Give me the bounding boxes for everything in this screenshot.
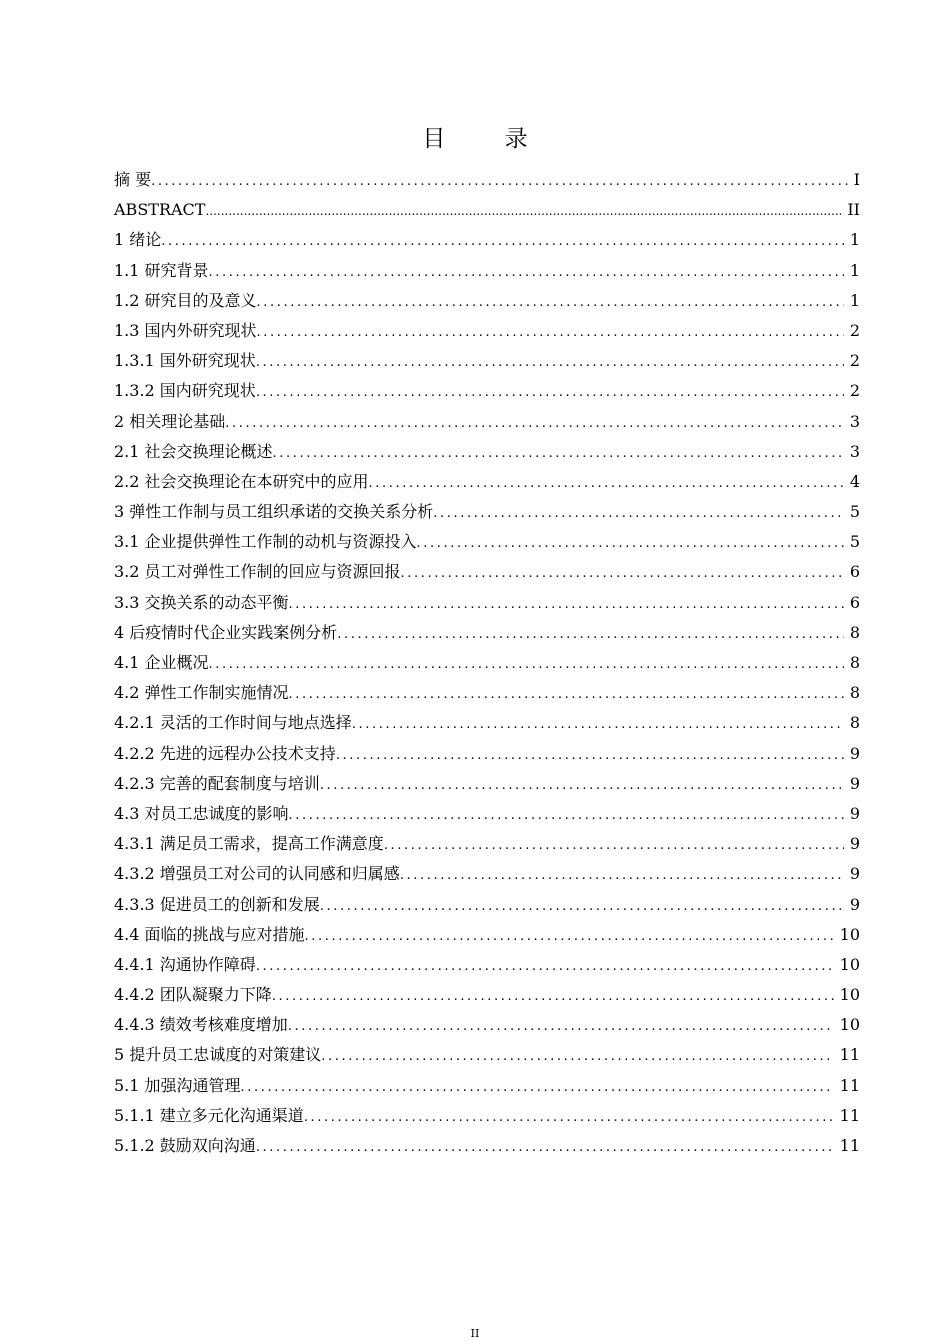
toc-entry-label: 4.3 对员工忠诚度的影响 [114, 803, 289, 823]
toc-entry-page: 9 [849, 864, 860, 884]
toc-leader [256, 1133, 834, 1163]
toc-entry-page: 3 [849, 411, 860, 431]
toc-entry-page: 9 [849, 803, 860, 823]
toc-entry-label: 4.4 面临的挑战与应对措施 [114, 924, 305, 944]
toc-entry-page: 4 [849, 471, 860, 491]
toc-entry[interactable] [114, 437, 860, 467]
toc-entry[interactable] [114, 920, 860, 950]
toc-entry[interactable] [114, 648, 860, 678]
toc-entry-label: 4.3.2 增强员工对公司的认同感和归属感 [114, 864, 400, 884]
toc-entry-page: 1 [849, 260, 860, 280]
toc-entry-page: 9 [849, 894, 860, 914]
toc-leader [400, 861, 844, 891]
toc-entry[interactable] [114, 588, 860, 618]
toc-leader [288, 1012, 834, 1042]
toc-entry[interactable] [114, 890, 860, 920]
toc-leader [289, 590, 844, 620]
toc-entry-label: 5 提升员工忠诚度的对策建议 [114, 1045, 322, 1065]
toc-leader [256, 378, 844, 408]
toc-leader [384, 831, 844, 861]
toc-leader [401, 559, 844, 589]
toc-entry-page: II [847, 200, 860, 220]
toc-entry-label: 4.4.2 团队凝聚力下降 [114, 985, 272, 1005]
toc-leader [337, 620, 844, 650]
toc-entry-page: 2 [849, 320, 860, 340]
toc-leader [225, 409, 844, 439]
page-number: II [470, 1327, 480, 1340]
toc-entry[interactable] [114, 678, 860, 708]
toc-entry-label: 5.1.2 鼓励双向沟通 [114, 1136, 256, 1155]
toc-entry-page: 5 [849, 532, 860, 552]
page-title: 目 录 [422, 126, 554, 152]
toc-entry-label: 1.1 研究背景 [114, 260, 209, 280]
toc-entry-label: 1.3 国内外研究现状 [114, 320, 257, 340]
toc-leader [256, 952, 834, 982]
toc-entry[interactable] [114, 497, 860, 527]
toc-entry[interactable] [114, 407, 860, 437]
toc-entry[interactable] [114, 467, 860, 497]
toc-entry[interactable] [114, 950, 860, 980]
toc-entry[interactable] [114, 527, 860, 557]
toc-entry[interactable] [114, 1010, 860, 1040]
toc-entry[interactable] [114, 799, 860, 829]
toc-entry[interactable] [114, 618, 860, 648]
toc-entry-label: 4 后疫情时代企业实践案例分析 [114, 622, 338, 642]
toc-entry-label: 1 绪论 [114, 230, 162, 250]
toc-entry-page: 9 [849, 773, 860, 793]
toc-entry-label: 1.3.1 国外研究现状 [114, 351, 256, 371]
toc-leader [161, 227, 844, 257]
toc-leader [273, 439, 844, 469]
toc-leader [320, 892, 844, 922]
toc-leader [205, 196, 841, 226]
toc-entry[interactable] [114, 557, 860, 587]
toc-leader [369, 469, 844, 499]
toc-leader [256, 348, 844, 378]
toc-entry-page: I [853, 170, 860, 189]
toc-leader [151, 167, 848, 197]
toc-entry[interactable] [114, 1071, 860, 1101]
toc-entry-label: 4.1 企业概况 [114, 653, 209, 672]
toc-entry-label: 5.1.1 建立多元化沟通渠道 [114, 1105, 304, 1125]
toc-entry-label: 2.2 社会交换理论在本研究中的应用 [114, 471, 369, 491]
toc-entry[interactable] [114, 346, 860, 376]
toc-entry-page: 11 [839, 1075, 860, 1095]
toc-entry-label: 摘 要 [114, 170, 152, 189]
toc-entry-page: 11 [839, 1105, 860, 1125]
toc-entry-page: 3 [849, 441, 860, 461]
toc-entry-label: 3.1 企业提供弹性工作制的动机与资源投入 [114, 532, 417, 552]
toc-entry-page: 2 [849, 351, 860, 371]
toc-leader [241, 1073, 834, 1103]
toc-entry-page: 8 [849, 653, 860, 672]
toc-entry-label: 2 相关理论基础 [114, 411, 226, 431]
toc-leader [433, 499, 844, 529]
toc-entry-page: 1 [849, 290, 860, 310]
toc-entry[interactable] [114, 195, 860, 225]
toc-leader [289, 680, 844, 710]
toc-entry-label: ABSTRACT [114, 200, 206, 220]
toc-entry-label: 4.2.2 先进的远程办公技术支持 [114, 743, 336, 763]
toc-entry-page: 5 [849, 502, 860, 522]
toc-entry-page: 11 [839, 1045, 860, 1065]
toc-entry-page: 1 [849, 230, 860, 250]
toc-leader [289, 801, 844, 831]
toc-entry-page: 6 [849, 592, 860, 612]
toc-leader [257, 288, 844, 318]
toc-leader [320, 771, 844, 801]
toc-entry-label: 4.3.3 促进员工的创新和发展 [114, 894, 320, 914]
toc-entry-label: 1.3.2 国内研究现状 [114, 381, 256, 401]
toc-leader [209, 650, 844, 680]
toc-entry[interactable] [114, 980, 860, 1010]
toc-entry-page: 9 [849, 834, 860, 854]
toc-entry-label: 3 弹性工作制与员工组织承诺的交换关系分析 [114, 502, 434, 522]
toc-entry-label: 5.1 加强沟通管理 [114, 1075, 241, 1095]
toc-entry[interactable] [114, 286, 860, 316]
toc-entry-label: 2.1 社会交换理论概述 [114, 441, 273, 461]
toc-leader [304, 1103, 834, 1133]
toc-entry[interactable] [114, 376, 860, 406]
toc-entry-label: 4.4.1 沟通协作障碍 [114, 954, 256, 974]
toc-entry[interactable] [114, 829, 860, 859]
toc-entry[interactable] [114, 708, 860, 738]
toc-entry[interactable] [114, 739, 860, 769]
toc-entry-label: 4.3.1 满足员工需求，提高工作满意度 [114, 834, 384, 854]
toc-entry-page: 10 [839, 954, 860, 974]
toc-entry[interactable] [114, 225, 860, 255]
table-of-contents [114, 165, 860, 1161]
toc-entry-page: 8 [849, 683, 860, 703]
toc-entry[interactable] [114, 1131, 860, 1161]
toc-entry-label: 1.2 研究目的及意义 [114, 290, 257, 310]
toc-entry-page: 11 [839, 1136, 860, 1155]
toc-leader [272, 982, 834, 1012]
toc-entry-label: 4.2.1 灵活的工作时间与地点选择 [114, 713, 352, 733]
toc-entry-page: 9 [849, 743, 860, 763]
toc-leader [321, 1042, 833, 1072]
toc-leader [336, 741, 844, 771]
toc-leader [257, 318, 844, 348]
toc-entry[interactable] [114, 165, 860, 195]
toc-leader [209, 258, 844, 288]
toc-leader [305, 922, 834, 952]
toc-entry-page: 10 [839, 924, 860, 944]
toc-entry-page: 10 [839, 1015, 860, 1035]
toc-entry[interactable] [114, 859, 860, 889]
toc-entry-label: 4.2.3 完善的配套制度与培训 [114, 773, 320, 793]
toc-entry-page: 2 [849, 381, 860, 401]
toc-leader [417, 529, 844, 559]
toc-entry-label: 4.2 弹性工作制实施情况 [114, 683, 289, 703]
toc-entry[interactable] [114, 256, 860, 286]
toc-entry[interactable] [114, 316, 860, 346]
toc-entry-label: 4.4.3 绩效考核难度增加 [114, 1015, 288, 1035]
toc-entry[interactable] [114, 1101, 860, 1131]
toc-leader [352, 710, 844, 740]
toc-entry-page: 6 [849, 562, 860, 582]
toc-entry[interactable] [114, 1040, 860, 1070]
toc-entry[interactable] [114, 769, 860, 799]
toc-entry-page: 8 [849, 622, 860, 642]
toc-entry-page: 8 [849, 713, 860, 733]
toc-entry-page: 10 [839, 985, 860, 1005]
toc-entry-label: 3.3 交换关系的动态平衡 [114, 592, 289, 612]
toc-entry-label: 3.2 员工对弹性工作制的回应与资源回报 [114, 562, 401, 582]
